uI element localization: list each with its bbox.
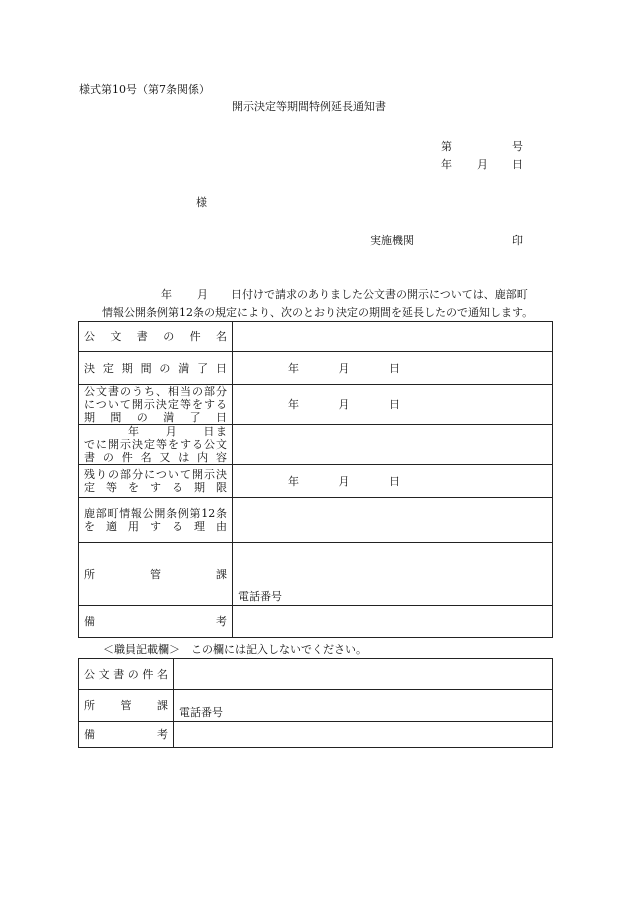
label-decision-deadline: 決定期間の満了日: [79, 352, 233, 385]
issuer-label: 実施機関: [370, 234, 414, 247]
staff-phone-label: 電話番号: [179, 706, 223, 719]
row-reason: [79, 498, 553, 543]
label-department: 所 管 課: [79, 543, 233, 606]
label-reason: 鹿部町情報公開条例第12条 を適用する理由: [79, 498, 233, 543]
label-remarks: 備 考: [79, 606, 233, 638]
label-partial-content: 年 月 日ま でに開示決定等をする公文 書の件名又は内容: [79, 425, 233, 465]
field-partial-deadline: 年 月 日: [233, 385, 553, 425]
field-reason: [233, 498, 553, 543]
field-remaining-deadline: 年 月 日: [233, 465, 553, 498]
staff-note: ＜職員記載欄＞ この欄には記入しないでください。: [103, 643, 367, 656]
body-year: 年: [161, 288, 172, 301]
row-department: [79, 543, 553, 606]
row-remarks: [79, 606, 553, 638]
body-month: 月: [197, 288, 208, 301]
field-partial-content: [233, 425, 553, 465]
row-partial-content: [79, 425, 553, 465]
staff-field-document: [174, 659, 553, 690]
label-document-title: 公 文 書 の 件 名: [79, 322, 233, 352]
doc-number-dai: 第: [441, 140, 452, 153]
row-decision-deadline: [79, 352, 553, 385]
addressee-suffix: 様: [196, 196, 207, 209]
row-document-title: [79, 322, 553, 352]
row-partial-deadline: [79, 385, 553, 425]
document-title: 開示決定等期間特例延長通知書: [232, 100, 386, 113]
staff-label-remarks: 備 考: [79, 722, 174, 748]
body-line2: 情報公開条例第12条の規定により、次のとおり決定の期間を延長したので通知します。: [102, 306, 534, 319]
date-day: 日: [512, 158, 523, 171]
date-year: 年: [441, 158, 452, 171]
staff-label-document: 公文書の件名: [79, 659, 174, 690]
seal-mark: 印: [512, 234, 523, 247]
department-phone-label: 電話番号: [238, 590, 282, 603]
row-remaining-deadline: [79, 465, 553, 498]
staff-row-document: [79, 659, 553, 690]
staff-field-department: [174, 690, 553, 722]
staff-field-remarks: [174, 722, 553, 748]
date-month: 月: [477, 158, 488, 171]
staff-table: [78, 658, 553, 748]
staff-row-department: [79, 690, 553, 722]
doc-number-go: 号: [512, 140, 523, 153]
field-document-title: [233, 322, 553, 352]
label-remaining-deadline: 残りの部分について開示決 定等をする期限: [79, 465, 233, 498]
field-remarks: [233, 606, 553, 638]
body-line1: 日付けで請求のありました公文書の開示については、鹿部町: [231, 288, 528, 301]
main-table: [78, 321, 553, 638]
field-decision-deadline: 年 月 日: [233, 352, 553, 385]
staff-label-department: 所 管 課: [79, 690, 174, 722]
staff-row-remarks: [79, 722, 553, 748]
form-number: 様式第10号（第7条関係）: [79, 83, 210, 96]
field-department: [233, 543, 553, 606]
label-partial-deadline: 公文書のうち、相当の部分 について開示決定等をする 期 間 の 満 了 日: [79, 385, 233, 425]
